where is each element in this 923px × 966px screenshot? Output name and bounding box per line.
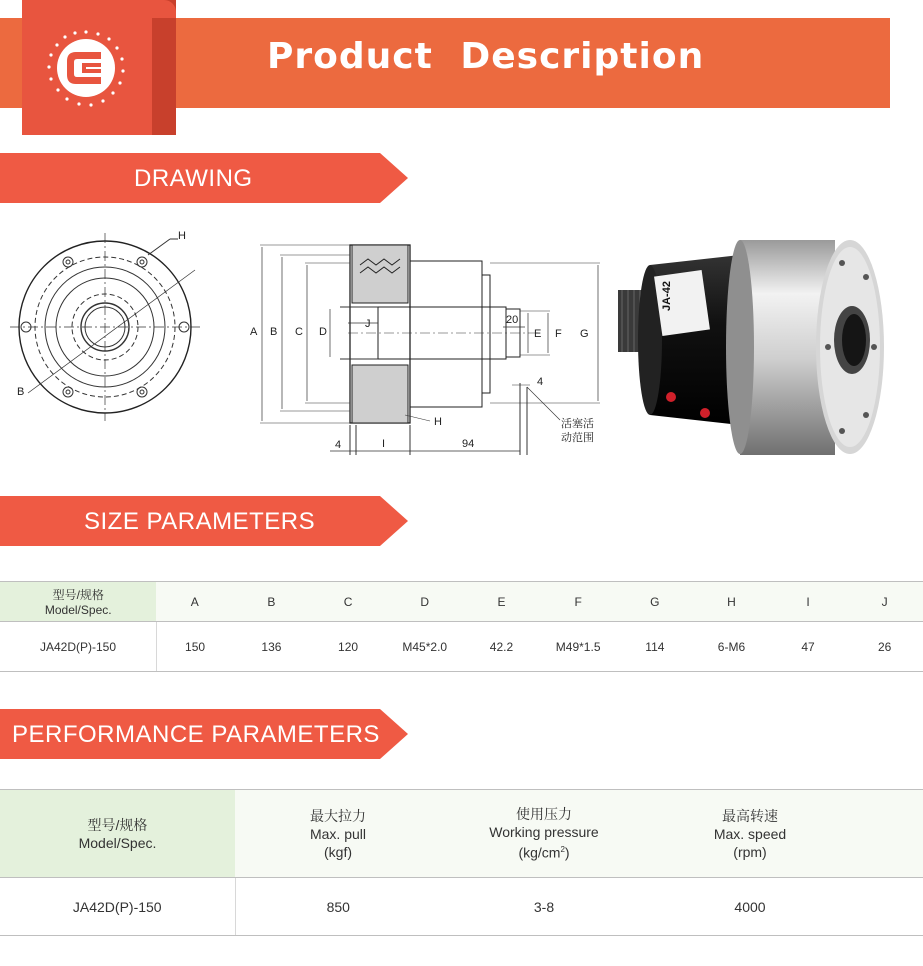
spec-header-cn: 型号/规格 — [87, 816, 148, 833]
spec-header-cn: 型号/规格 — [52, 588, 104, 602]
label-g: G — [580, 328, 589, 340]
value-c: 120 — [310, 622, 387, 672]
speed-header-cell — [647, 790, 853, 878]
pull-header-unit: (kgf) — [324, 843, 352, 860]
value-g: 114 — [617, 622, 694, 672]
empty-cell — [853, 878, 923, 936]
value-f: M49*1.5 — [540, 622, 617, 672]
label-h-side: H — [434, 416, 442, 428]
speed-header-cn: 最高转速 — [722, 807, 778, 824]
performance-parameters-table — [0, 789, 923, 936]
speed-value: 4000 — [647, 878, 853, 936]
col-header-g: G — [617, 582, 694, 622]
empty-header-cell — [853, 790, 923, 878]
drawing-section-title: DRAWING — [134, 165, 253, 192]
front-view — [10, 233, 200, 421]
spec-header-cell — [0, 790, 235, 878]
label-h-front: H — [178, 230, 186, 242]
performance-section-title: PERFORMANCE PARAMETERS — [12, 721, 380, 748]
value-d: M45*2.0 — [386, 622, 463, 672]
speed-header-en: Max. speed — [713, 825, 787, 842]
col-header-b: B — [233, 582, 310, 622]
logo-fold-top — [152, 0, 176, 18]
model-cell: JA42D(P)-150 — [0, 622, 156, 672]
col-header-a: A — [156, 582, 233, 622]
technical-drawing — [0, 215, 923, 475]
col-header-e: E — [463, 582, 540, 622]
col-header-j: J — [846, 582, 923, 622]
piston-note-line1: 活塞活 — [561, 418, 594, 430]
value-j: 26 — [846, 622, 923, 672]
value-h: 6-M6 — [693, 622, 770, 672]
label-i: I — [382, 438, 386, 450]
size-parameters-table — [0, 581, 923, 672]
pressure-header-en: Working pressure — [489, 824, 599, 841]
side-view — [260, 245, 600, 455]
pull-value: 850 — [235, 878, 441, 936]
product-image — [618, 240, 884, 455]
label-b-side: B — [270, 326, 278, 338]
brand-logo-icon — [46, 28, 126, 108]
spec-header-en: Model/Spec. — [78, 834, 157, 851]
label-a: A — [250, 326, 258, 338]
label-f: F — [555, 328, 562, 340]
model-cell: JA42D(P)-150 — [0, 878, 235, 936]
speed-header-unit: (rpm) — [733, 843, 767, 860]
label-d: D — [319, 326, 327, 338]
value-b: 136 — [233, 622, 310, 672]
pull-header-cn: 最大拉力 — [310, 807, 366, 824]
col-header-f: F — [540, 582, 617, 622]
col-header-i: I — [770, 582, 847, 622]
label-e: E — [534, 328, 542, 340]
col-header-h: H — [693, 582, 770, 622]
label-4-left: 4 — [335, 439, 342, 451]
pull-header-cell — [235, 790, 441, 878]
pressure-header-unit: $(kg/cm^2)$ — [518, 844, 570, 861]
piston-note-line2: 动范围 — [561, 432, 594, 444]
label-j: J — [365, 318, 371, 330]
performance-header-row — [0, 790, 923, 878]
page-title: Product Description — [267, 36, 705, 77]
value-e: 42.2 — [463, 622, 540, 672]
logo-fold — [152, 0, 176, 135]
pressure-header-cell — [441, 790, 647, 878]
spec-header-cell — [0, 582, 156, 622]
col-header-d: D — [386, 582, 463, 622]
col-header-c: C — [310, 582, 387, 622]
spec-header-en: Model/Spec. — [44, 603, 112, 617]
table-row — [0, 878, 923, 936]
label-94: 94 — [462, 438, 475, 450]
size-header-row — [0, 582, 923, 622]
label-c: C — [295, 326, 303, 338]
label-20: 20 — [506, 314, 519, 326]
size-section-title: SIZE PARAMETERS — [84, 508, 316, 535]
value-i: 47 — [770, 622, 847, 672]
label-4-right: 4 — [537, 376, 544, 388]
value-a: 150 — [156, 622, 233, 672]
pressure-value: 3-8 — [441, 878, 647, 936]
pull-header-en: Max. pull — [309, 825, 367, 842]
product-model-label: JA-42 — [661, 281, 673, 311]
label-b-front: B — [17, 386, 25, 398]
table-row — [0, 622, 923, 672]
pressure-header-cn: 使用压力 — [516, 806, 572, 823]
